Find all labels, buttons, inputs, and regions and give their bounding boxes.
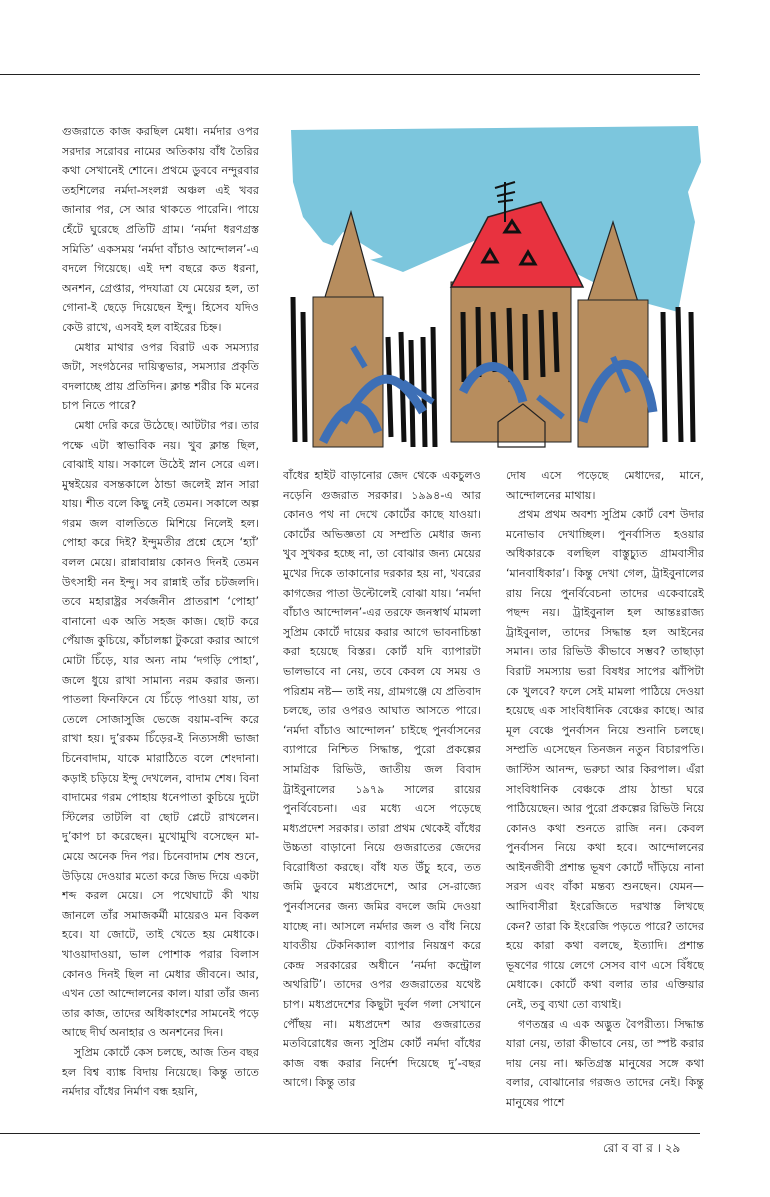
left-paragraph-1: গুজরাতে কাজ করছিল মেধা। নর্মদার ওপর সরদার সরোবর নামের অতিকায় বাঁধ তৈরির কথা সেখানেই শোনে। প্রথমে ডুববে নন্দুরবার তহশিলের নর্মদা-সংলগ্ন অঞ্চল এই খবর জানার পর, সে আর থাকতে পারেনি। পায়ে হেঁটে ঘুরেছে প্রতিটি গ্রাম। ‘নর্মদা ধরণগ্রস্ত সমিতি’ একসময় ‘নর্মদা বাঁচাও আন্দোলন’-এ বদলে গিয়েছে। এই দশ বছরে কত ধরনা, অনশন, গ্রেপ্তার, পদযাত্রা যে মেয়ের হল, তা গোনা-ই ছেড়ে দিয়েছেন ইন্দু। হিসেব যদিও কেউ রাখে, এসবই হল বাইরের চিহ্ন। [62,125,259,334]
page-folio: রো ব বা র । ২৯ [603,1141,681,1155]
left-paragraph-3: মেধা দেরি করে উঠেছে। আটটার পর। তার পক্ষে এটা স্বাভাবিক নয়। খুব ক্লান্ত ছিল, বোঝাই যায়। সকালে উঠেই স্নান সেরে এল। মুম্বইয়ের বসন্তকালে ঠান্ডা জলেই স্নান সারা যায়। শীত বলে কিছু নেই তেমন। সকালে অল্প গরম জল বালতিতে মিশিয়ে নিলেই হল। পোহা করে দিই? ইন্দুমতীর প্রশ্নে হেসে ‘হ্যাঁ’ বলল মেয়ে। রান্নাবান্নায় কোনও দিনই তেমন উৎসাহী নন ইন্দু। সব রান্নাই তাঁর চটজলদি। তবে মহারাষ্ট্রর সর্বজনীন প্রাতরাশ ‘পোহা’ বানানো এক অতি সহজ কাজ। ছোট করে পেঁয়াজ কুচিয়ে, কাঁচালঙ্কা টুকরো করার আগে মোটা চিঁড়ে, যার অন্য নাম ‘দগড়ি পোহা’, জলে ধুয়ে রাখা সামান্য নরম করার জন্য। পাতলা ফিনফিনে যে চিঁড়ে পাওয়া যায়, তা তেলে সোজাসুজি ভেজে বয়াম-বন্দি করে রাখা হয়। দু’রকম চিঁড়ের-ই নিত্যসঙ্গী ভাজা চিনেবাদাম, যাকে মারাঠিতে বলে শেংদানা। কড়াই চড়িয়ে ইন্দু দেখলেন, বাদাম শেষ। বিনা বাদামের গরম পোহায় ধনেপাতা কুচিয়ে দুটো স্টিলের তাটলি বা ছোট প্লেটে রাখলেন। দু’কাপ চা করেছেন। মুখোমুখি বসেছেন মা-মেয়ে অনেক দিন পর। চিনেবাদাম শেষ শুনে, উড়িয়ে দেওয়ার মতো করে জিভ দিয়ে একটা শব্দ করল মেয়ে। সে পথেঘাটে কী খায় জানলে তাঁর সমাজকর্মী মায়েরও মন বিকল হবে। যা জোটে, তাই খেতে হয় মেধাকে। খাওয়াদাওয়া, ভাল পোশাক পরার বিলাস কোনও দিনই ছিল না মেধার জীবনে। আর, এখন তো আন্দোলনের কাল। যারা তাঁর জন্য তার কাজ, তাদের অধিকাংশের সামনেই পড়ে আছে দীর্ঘ অনাহার ও অনশনের দিন। [62,418,259,1040]
column-middle [283,466,481,1127]
column-left [62,122,259,1127]
middle-paragraph-1: বাঁধের হাইট বাড়ানোর জেদ থেকে একচুলও নড়েনি গুজরাত সরকার। ১৯৯৪-এ আর কোনও পথ না দেখে কোর্টের কাছে যাওয়া। কোর্টের অভিজ্ঞতা যে সম্প্রতি মেধার জন্য খুব সুখকর হচ্ছে না, তা বোঝার জন্য মেয়ের মুখের দিকে তাকানোর দরকার হয় না, খবরের কাগজের পাতা উল্টোলেই বোঝা যায়। ‘নর্মদা বাঁচাও আন্দোলন’-এর তরফে জনস্বার্থ মামলা সুপ্রিম কোর্টে দায়ের করার আগে ভাবনাচিন্তা করা হয়েছে বিস্তর। কোর্ট যদি ব্যাপারটা ভালভাবে না নেয়, তবে কেবল যে সময় ও পরিশ্রম নষ্ট— তাই নয়, গ্রামগঞ্জে যে প্রতিবাদ চলছে, তার ওপরও আঘাত আসতে পারে। ‘নর্মদা বাঁচাও আন্দোলন’ চাইছে পুনর্বাসনের ব্যাপারে নিশ্চিত সিদ্ধান্ত, পুরো প্রকল্পের সামগ্রিক রিভিউ, জাতীয় জল বিবাদ ট্রাইবুনালের ১৯৭৯ সালের রায়ের পুনর্বিবেচনা। এর মধ্যে এসে পড়েছে মধ্যপ্রদেশ সরকার। তারা প্রথম থেকেই বাঁধের উচ্চতা বাড়ানো নিয়ে গুজরাতের জেদের বিরোধিতা করছে। বাঁধ যত উঁচু হবে, তত জমি ডুববে মধ্যপ্রদেশে, আর সে-রাজ্যে পুনর্বাসনের জন্য জমির বদলে জমি দেওয়া যাচ্ছে না। আসলে নর্মদার জল ও বাঁধ নিয়ে যাবতীয় টেকনিক্যাল ব্যাপার নিয়ন্ত্রণ করে কেন্দ্র সরকারের অধীনে ‘নর্মদা কন্ট্রোল অথরিটি’। তাদের ওপর গুজরাতের যথেষ্ট চাপ। মধ্যপ্রদেশের কিছুটা দুর্বল গলা সেখানে পৌঁছয় না। মধ্যপ্রদেশ আর গুজরাতের মতবিরোধের জন্য সুপ্রিম কোর্ট নর্মদা বাঁধের কাজ বন্ধ করার নির্দেশ দিয়েছে দু’-বছর আগে। কিন্তু তার [283,469,481,1090]
left-paragraph-2: মেধার মাথার ওপর বিরাট এক সমস্যার জটা, সংগঠনের দায়িত্বভার, সমস্যার প্রকৃতি বদলাচ্ছে প্রায় প্রতিদিন। ক্লান্ত শরীর কি মনের চাপ নিতে পারে? [62,340,259,413]
left-paragraph-4: সুপ্রিম কোর্টে কেস চলছে, আজ তিন বছর হল বিশ্ব ব্যাঙ্ক বিদায় নিয়েছে। কিন্তু তাতে নর্মদার বাঁধের নির্মাণ বন্ধ হয়নি, [62,1045,259,1099]
top-rule [0,74,700,75]
right-paragraph-2: প্রথম প্রথম অবশ্য সুপ্রিম কোর্ট বেশ উদার মনোভাব দেখাচ্ছিল। পুনর্বাসিত হওয়ার অধিকারকে বলছিল বাস্তুচ্যুত গ্রামবাসীর ‘মানবাধিকার’। কিন্তু দেখা গেল, ট্রাইবুনালের রায় নিয়ে পুনর্বিবেচনা তাদের একেবারেই পছন্দ নয়। ট্রাইবুনাল হল আন্তঃরাজ্য ট্রাইবুনাল, তাদের সিদ্ধান্ত হল আইনের সমান। তার রিভিউ কীভাবে সম্ভব? তাছাড়া বিরাট সমস্যায় ভরা বিষধর সাপের ঝাঁপিটা কে খুলবে? ফলে সেই মামলা পাঠিয়ে দেওয়া হয়েছে এক সাংবিধানিক বেঞ্চের কাছে। আর মূল বেঞ্চে পুনর্বাসন নিয়ে শুনানি চলছে। সম্প্রতি এসেছেন তিনজন নতুন বিচারপতি। জাস্টিস আনন্দ, ভরুচা আর কিরপাল। এঁরা সাংবিধানিক বেঞ্চকে প্রায় ঠান্ডা ঘরে পাঠিয়েছেন। আর পুরো প্রকল্পের রিভিউ নিয়ে কোনও কথা শুনতে রাজি নন। কেবল পুনর্বাসন নিয়ে কথা হবে। আন্দোলনের আইনজীবী প্রশান্ত ভূষণ কোর্টে দাঁড়িয়ে নানা সরস এবং বাঁকা মন্তব্য শুনছেন। যেমন— আদিবাসীরা ইংরেজিতে দরখাস্ত লিখছে কেন? তারা কি ইংরেজি পড়তে পারে? তাদের হয়ে কারা কথা বলছে, ইত্যাদি। প্রশান্ত ভূষণের গায়ে লেগে সেসব বাণ এসে বিঁধছে মেধাকে। কোর্টে কথা বলার তার এক্তিয়ার নেই, তবু ব্যথা তো ব্যথাই। [506,508,704,1012]
church-painting-icon [283,122,705,457]
right-paragraph-1: দোষ এসে পড়েছে মেধাদের, মানে, আন্দোলনের মাথায়। [506,469,704,502]
right-paragraph-3: গণতন্ত্রর এ এক অদ্ভুত বৈপরীত্য। সিদ্ধান্ত যারা নেয়, তারা কীভাবে নেয়, তা স্পষ্ট করার দায় নেয় না। ক্ষতিগ্রস্ত মানুষের সঙ্গে কথা বলার, বোঝানোর গরজও তাদের নেই। কিন্তু মানুষের পাশে [506,1017,704,1109]
column-right [506,466,704,1127]
bottom-rule [0,1133,700,1134]
church-illustration [283,122,705,457]
